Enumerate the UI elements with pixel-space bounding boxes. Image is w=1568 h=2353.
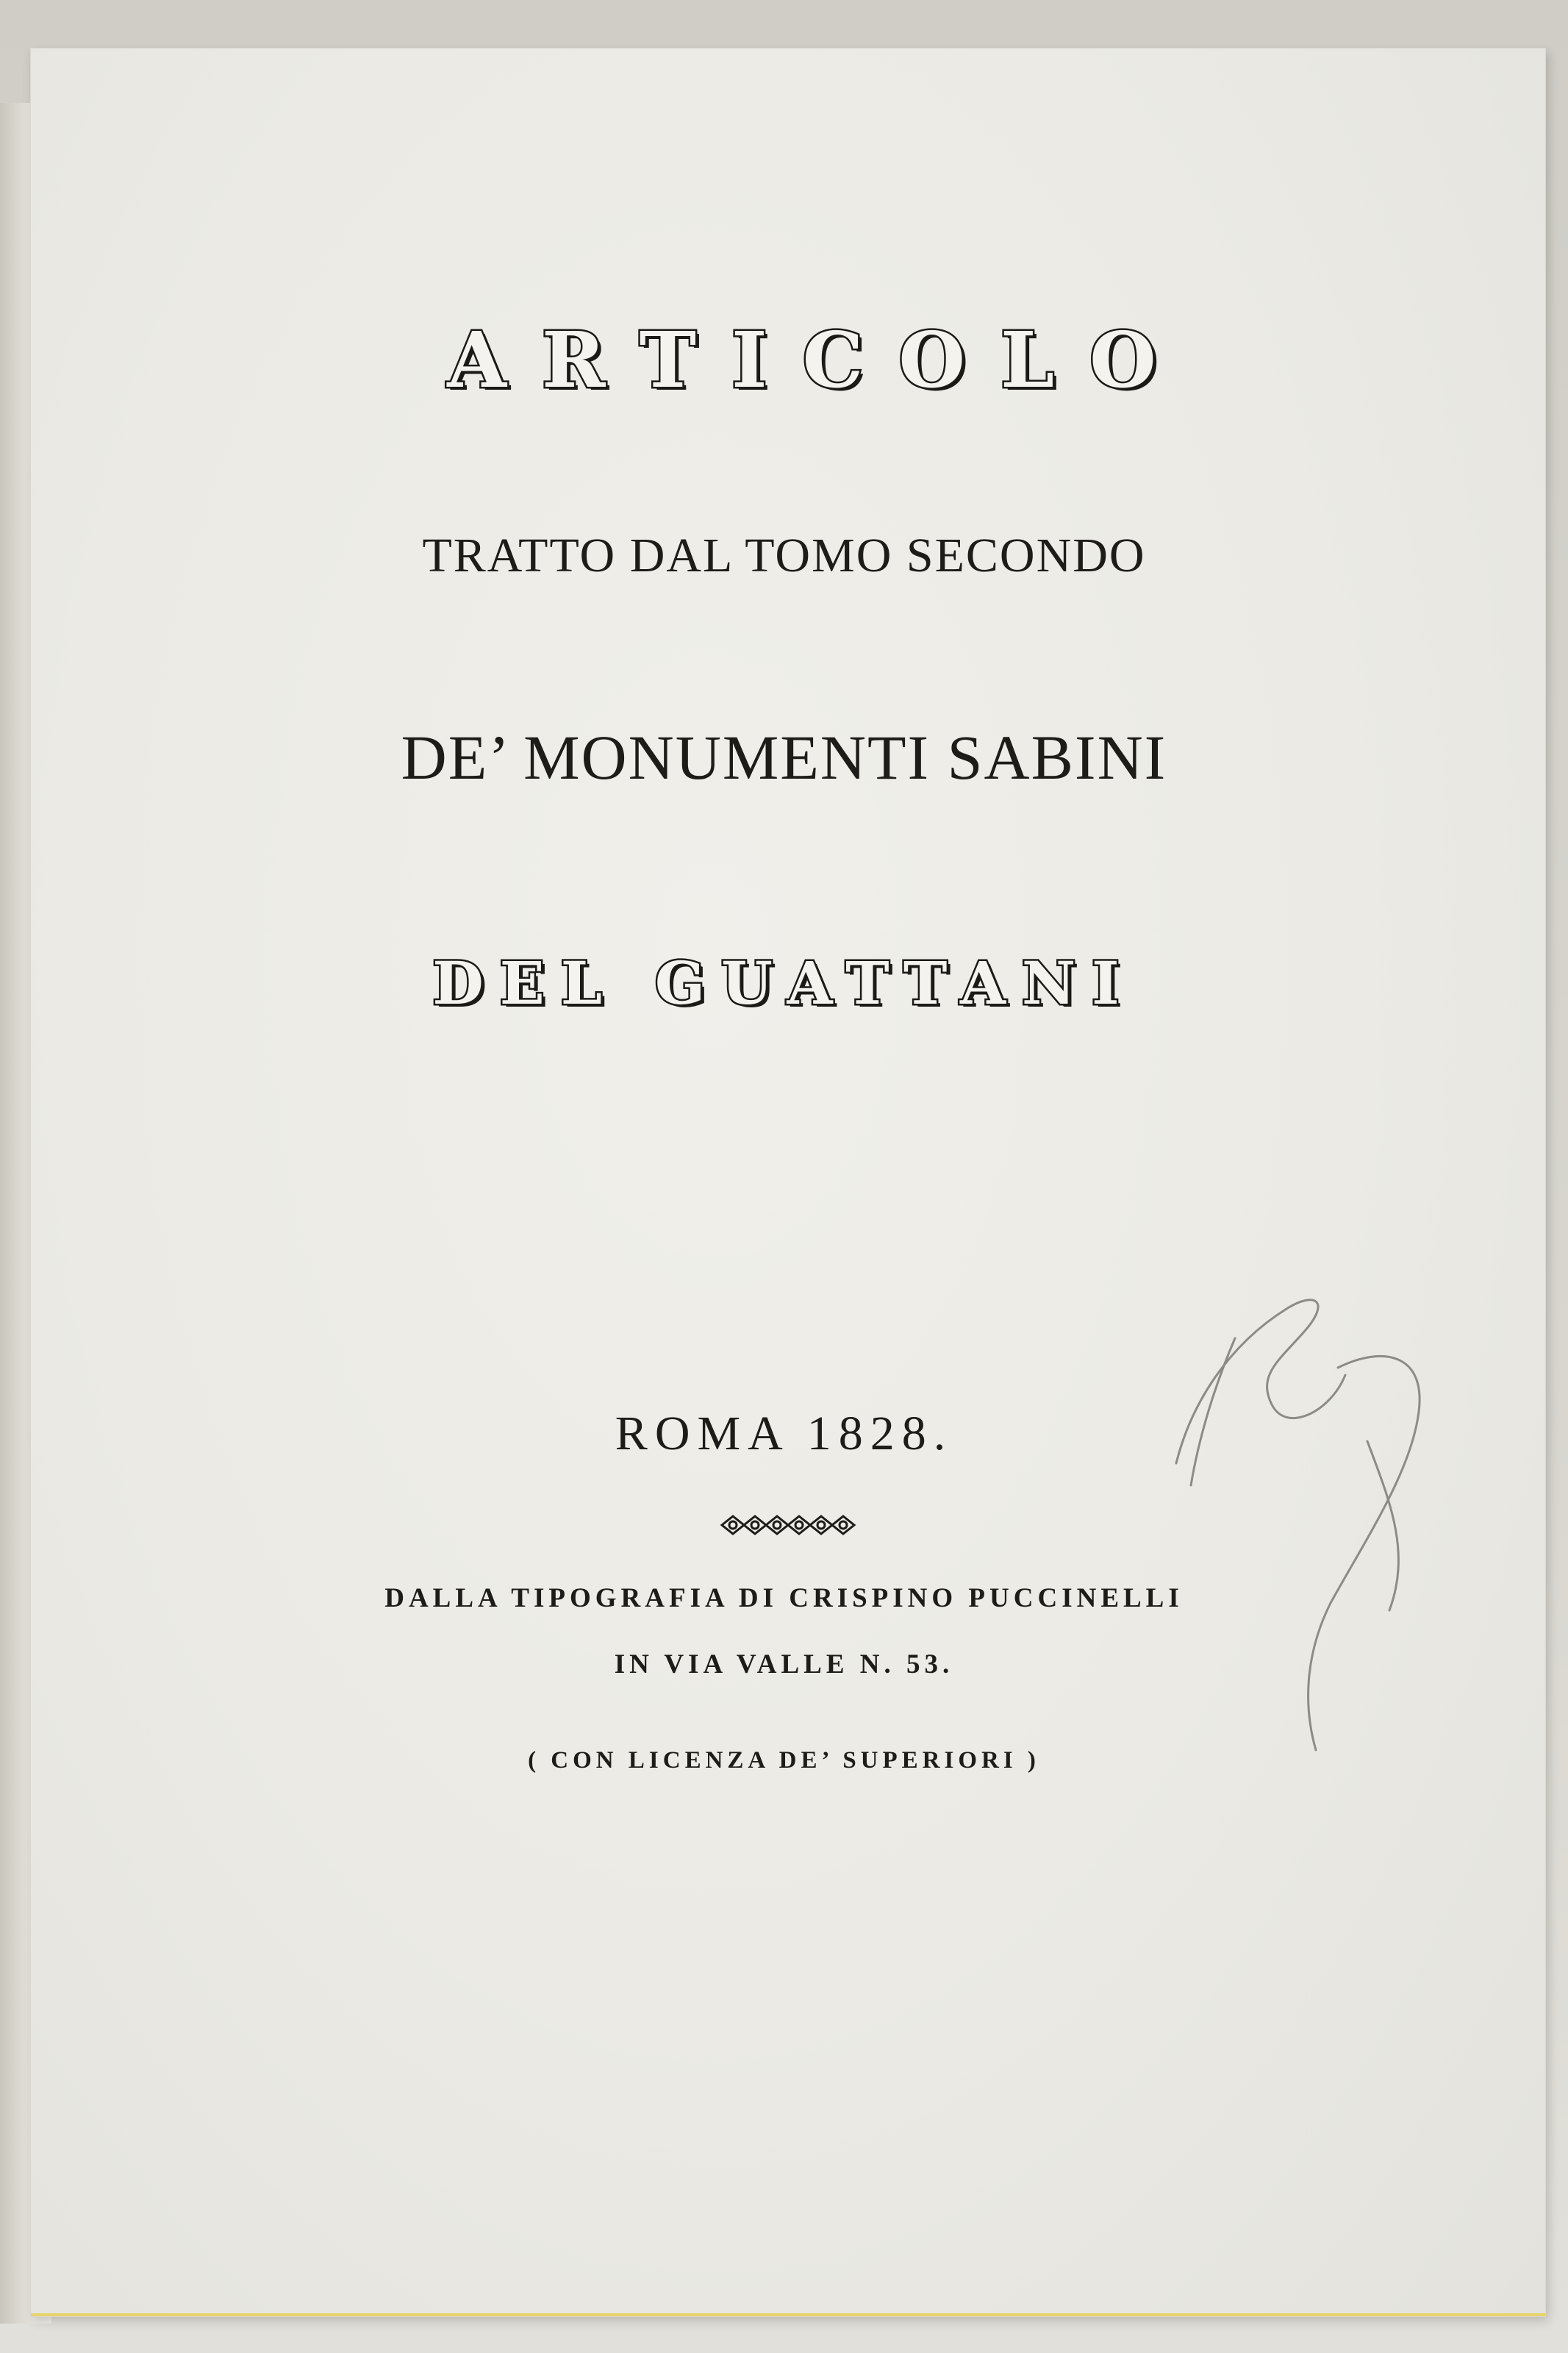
subtitle-line-2: DE’ MONUMENTI SABINI [401, 722, 1167, 793]
page-title: ARTICOLO [447, 315, 1192, 405]
subtitle-line-1: TRATTO DAL TOMO SECONDO [422, 529, 1146, 582]
license-line: ( CON LICENZA DE’ SUPERIORI ) [528, 1747, 1040, 1774]
printer-line: DALLA TIPOGRAFIA DI CRISPINO PUCCINELLI [384, 1583, 1184, 1613]
author-line: DEL GUATTANI [432, 949, 1136, 1018]
printer-address: IN VIA VALLE N. 53. [614, 1649, 954, 1679]
imprint-place-date: ROMA 1828. [615, 1407, 953, 1460]
pencil-mark [1147, 1221, 1463, 1779]
